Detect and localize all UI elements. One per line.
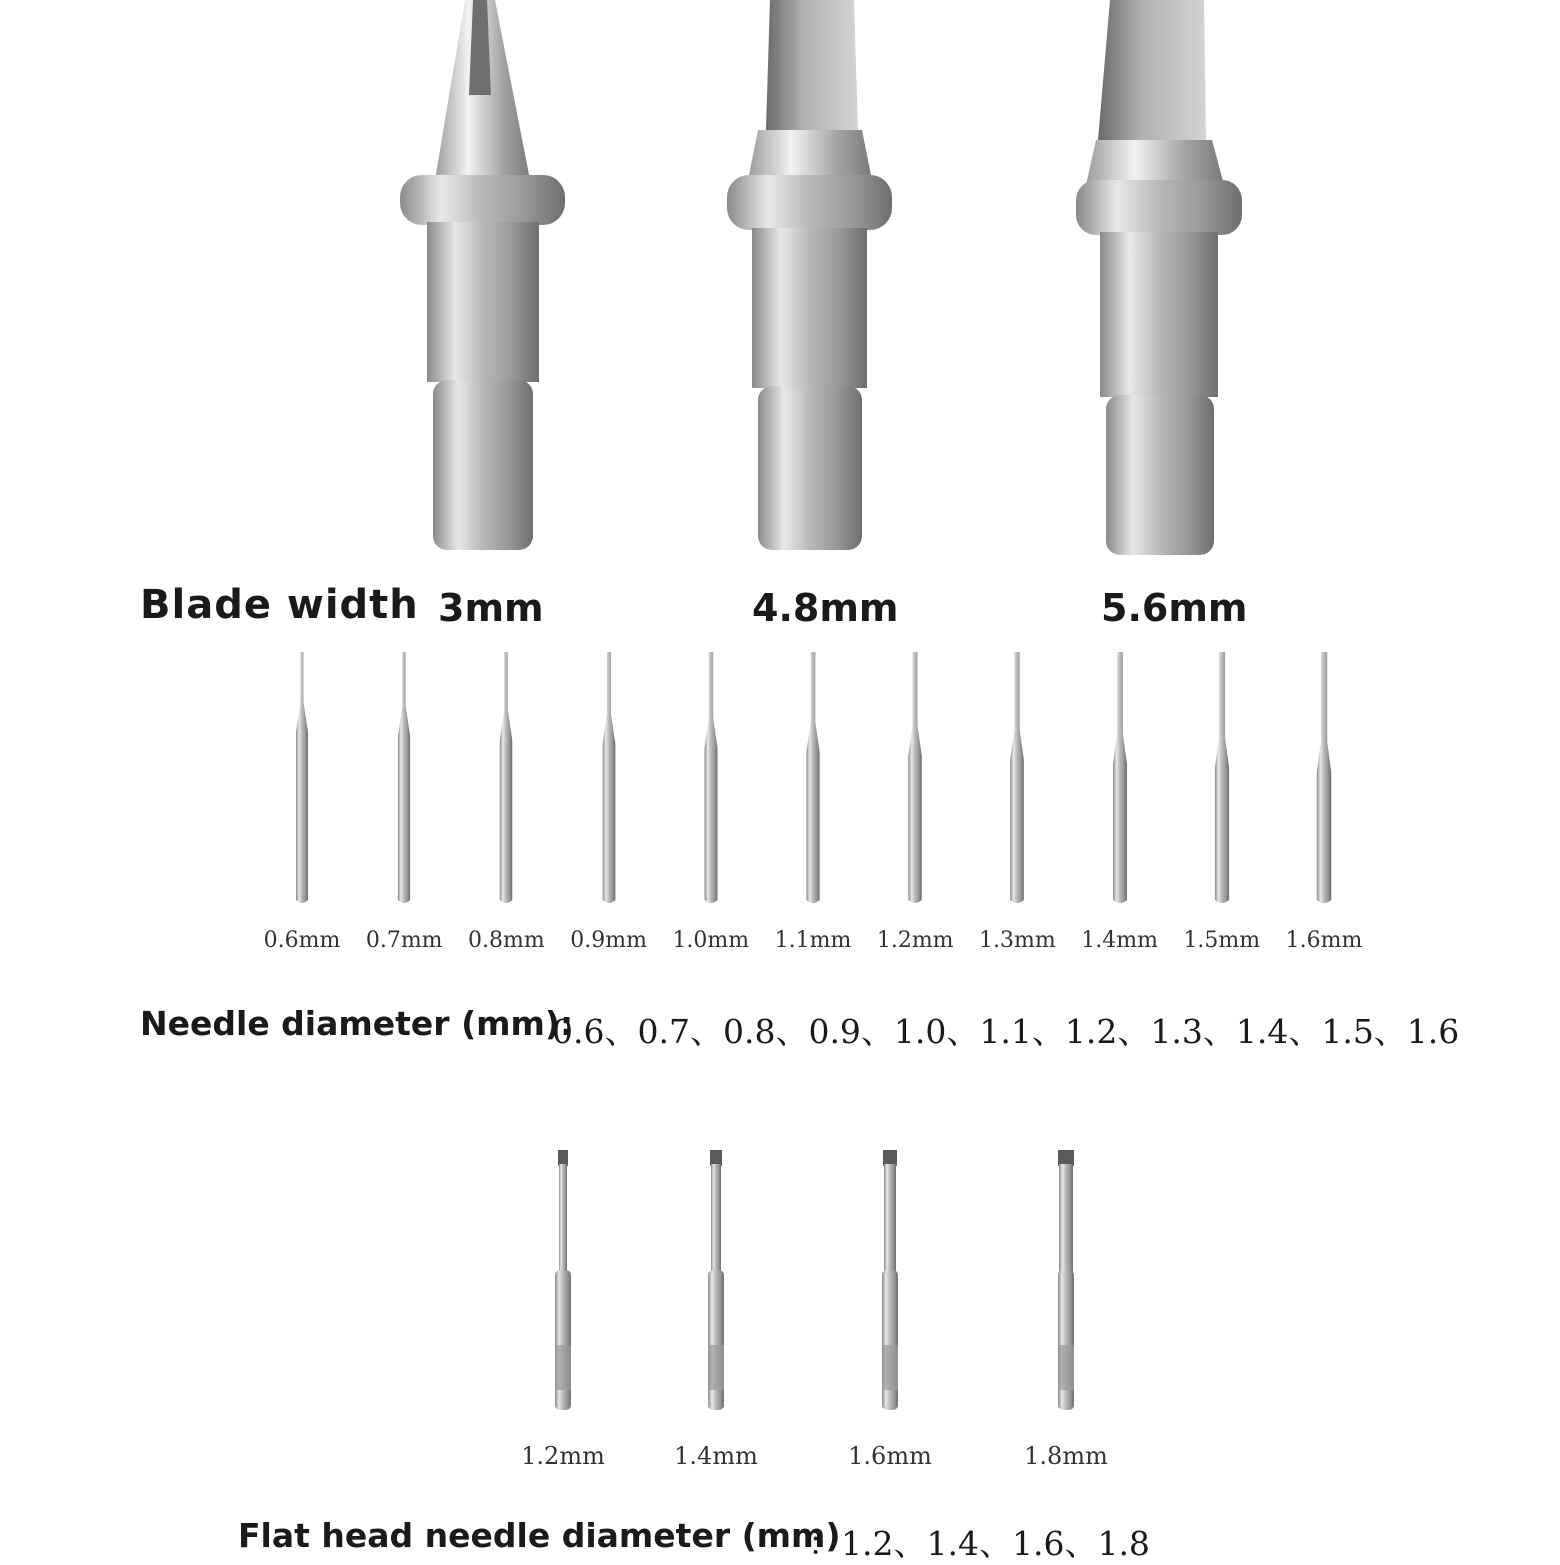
blade-width-title: Blade width [140, 582, 419, 628]
needle-bit-image [392, 652, 416, 906]
needle-size-label: 1.3mm [979, 928, 1056, 953]
needle-bit-image [801, 652, 825, 906]
blade-width-label: 3mm [438, 586, 544, 630]
needle-size-label: 0.6mm [263, 928, 341, 953]
flat-needle-bit-image [550, 1150, 576, 1416]
needle-bit-image [494, 652, 518, 906]
needle-size-label: 1.2mm [876, 928, 954, 953]
needle-bit-image [699, 652, 723, 906]
flat-needle-size-label: 1.4mm [674, 1442, 758, 1470]
needle-size-label: 1.6mm [1285, 928, 1363, 953]
needle-bit-image [290, 652, 314, 906]
flat-needle-size-label: 1.8mm [1024, 1442, 1108, 1470]
needle-size-label: 1.0mm [672, 928, 750, 953]
needle-size-label: 0.7mm [365, 928, 443, 953]
flat-needle-size-label: 1.2mm [521, 1442, 605, 1470]
blade-tip-3mm-image [395, 0, 570, 560]
blade-tip-5-6mm-image [1072, 0, 1247, 560]
flat-needle-bit-image [703, 1150, 729, 1416]
flat-needle-summary-values: ：1.2、1.4、1.6、1.8 [808, 1524, 1150, 1563]
needle-bit-image [597, 652, 621, 906]
flat-needle-bit-image [877, 1150, 903, 1416]
needle-bit-image [1312, 652, 1336, 906]
needle-bit-image [1108, 652, 1132, 906]
needle-size-label: 1.1mm [774, 928, 852, 953]
flat-needle-summary-label: Flat head needle diameter (mm) [238, 1516, 841, 1555]
needle-bit-image [903, 652, 927, 906]
needle-size-label: 0.8mm [468, 928, 545, 953]
needle-size-label: 0.9mm [570, 928, 647, 953]
needle-diameter-summary-label: Needle diameter (mm): [140, 1004, 574, 1043]
blade-width-label: 4.8mm [752, 586, 899, 630]
flat-needle-bit-image [1053, 1150, 1079, 1416]
needle-diameter-summary-values: 0.6、0.7、0.8、0.9、1.0、1.1、1.2、1.3、1.4、1.5、1.6 [552, 1012, 1460, 1051]
needle-size-label: 1.5mm [1183, 928, 1261, 953]
needle-bit-image [1005, 652, 1029, 906]
flat-needle-size-label: 1.6mm [848, 1442, 932, 1470]
needle-size-label: 1.4mm [1081, 928, 1158, 953]
blade-tip-4-8mm-image [722, 0, 897, 560]
needle-bit-image [1210, 652, 1234, 906]
blade-width-label: 5.6mm [1101, 586, 1248, 630]
